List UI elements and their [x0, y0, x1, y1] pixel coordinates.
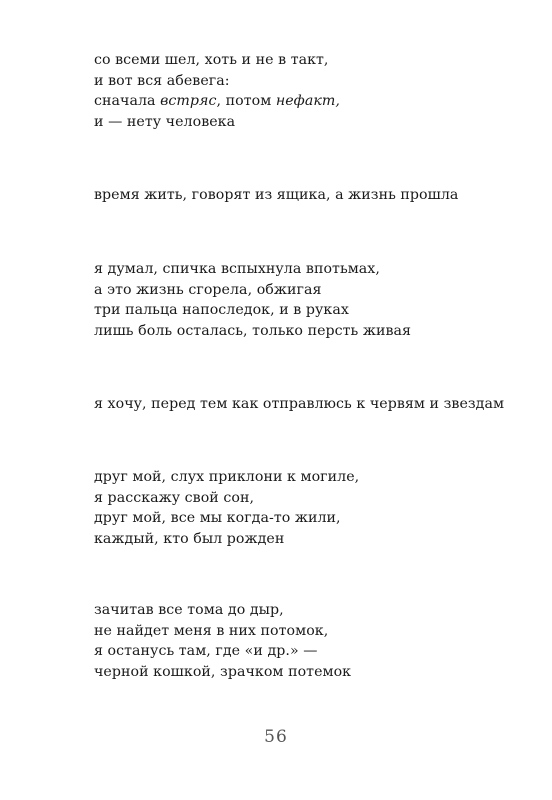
- verse-line: и — нету человека: [94, 113, 236, 130]
- verse-fragment-italic: нефакт,: [275, 93, 340, 109]
- stanza-3: [94, 259, 534, 341]
- verse-line: друг мой, слух приклони к могиле,: [94, 469, 360, 485]
- verse-line: зачитав все тома до дыр,: [94, 602, 284, 618]
- verse-fragment-italic: встряс: [160, 93, 217, 109]
- verse-line: я останусь там, где «и др.» —: [94, 643, 318, 659]
- stanza-4: [94, 394, 534, 415]
- verse-line: со всеми шел, хоть и не в такт,: [94, 52, 329, 68]
- verse-line: каждый, кто был рожден: [94, 530, 285, 547]
- verse-line: время жить, говорят из ящика, а жизнь прошла: [94, 187, 459, 203]
- verse-fragment: сначала: [94, 93, 161, 109]
- verse-line: [94, 91, 534, 112]
- stanza-5: [94, 467, 534, 549]
- verse-line: я расскажу свой сон,: [94, 489, 255, 506]
- verse-line: три пальца напоследок, и в руках: [94, 302, 349, 318]
- verse-line: я думал, спичка вспыхнула впотьмах,: [94, 261, 380, 277]
- stanza-1: [94, 50, 534, 132]
- stanza-2: [94, 185, 534, 206]
- verse-line: а это жизнь сгорела, обжигая: [94, 281, 322, 298]
- verse-line: друг мой, все мы когда-то жили,: [94, 510, 341, 526]
- verse-line: не найдет меня в них потомок,: [94, 622, 329, 639]
- stanza-6: [94, 600, 534, 682]
- verse-line: и вот вся абевега:: [94, 72, 230, 89]
- verse-line: я хочу, перед тем как отправлюсь к червям и звездам: [94, 396, 505, 412]
- verse-fragment: , потом: [216, 93, 276, 109]
- page-number: 56: [264, 727, 288, 747]
- verse-line: черной кошкой, зрачком потемок: [94, 663, 352, 680]
- verse-line: лишь боль осталась, только персть живая: [94, 322, 412, 339]
